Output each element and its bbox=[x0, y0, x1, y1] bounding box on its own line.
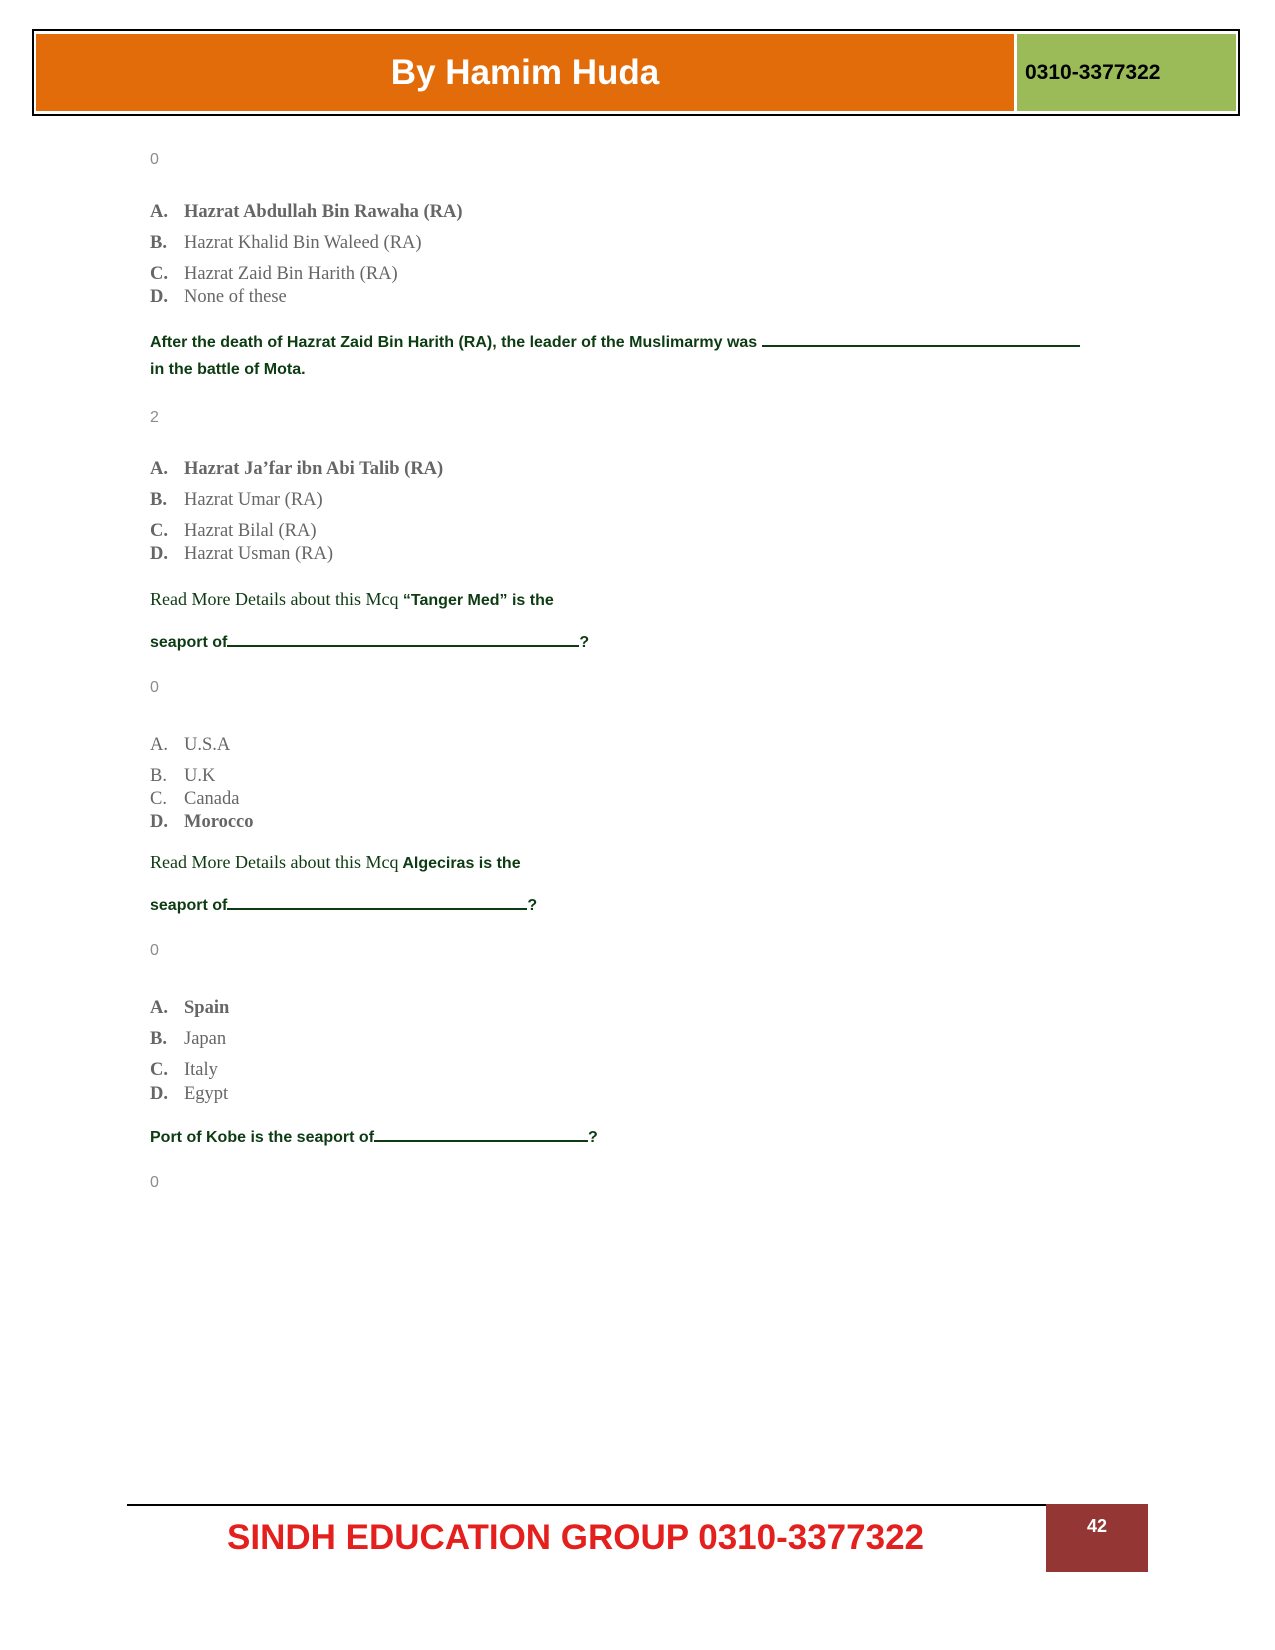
question-text: Port of Kobe is the seaport of ? bbox=[150, 1129, 598, 1146]
header-phone: 0310-3377322 bbox=[1017, 34, 1236, 111]
page-number: 42 bbox=[1046, 1504, 1148, 1572]
option-a: A. Hazrat Ja’far ibn Abi Talib (RA) bbox=[150, 459, 444, 479]
answer-blank bbox=[374, 1139, 588, 1142]
option-b: B. Hazrat Umar (RA) bbox=[150, 490, 323, 510]
header-title: By Hamim Huda bbox=[36, 34, 1014, 111]
option-d: D. None of these bbox=[150, 287, 287, 307]
question-text-continued: seaport of ? bbox=[150, 634, 590, 651]
option-d: D. Egypt bbox=[150, 1084, 229, 1104]
question-text-continued: seaport of ? bbox=[150, 897, 538, 914]
footer-rule bbox=[127, 1504, 1047, 1506]
option-d: D. Hazrat Usman (RA) bbox=[150, 544, 333, 564]
option-c: C. Canada bbox=[150, 789, 240, 809]
question-number: 0 bbox=[150, 942, 159, 959]
answer-blank bbox=[227, 907, 527, 910]
question-number: 0 bbox=[150, 1174, 159, 1191]
read-more-link: Read More Details about this Mcq bbox=[150, 852, 399, 872]
option-a: A. U.S.A bbox=[150, 735, 231, 755]
footer-text: SINDH EDUCATION GROUP 0310-3377322 bbox=[227, 1518, 925, 1557]
question-text: Read More Details about this Mcq Algeciras is the bbox=[150, 852, 521, 872]
option-a: A. Spain bbox=[150, 998, 230, 1018]
question-number: 2 bbox=[150, 409, 159, 426]
option-b: B. U.K bbox=[150, 766, 216, 786]
read-more-link: Read More Details about this Mcq bbox=[150, 589, 399, 609]
option-c: C. Italy bbox=[150, 1060, 218, 1080]
question-number: 0 bbox=[150, 151, 159, 168]
question-text: Read More Details about this Mcq “Tanger Med” is the bbox=[150, 589, 554, 609]
question-text-continued: in the battle of Mota. bbox=[150, 361, 306, 378]
answer-blank bbox=[762, 344, 1080, 347]
option-a: A. Hazrat Abdullah Bin Rawaha (RA) bbox=[150, 202, 463, 222]
option-b: B. Hazrat Khalid Bin Waleed (RA) bbox=[150, 233, 422, 253]
question-text: After the death of Hazrat Zaid Bin Harith (RA), the leader of the Muslimarmy was bbox=[150, 334, 1080, 352]
question-number: 0 bbox=[150, 679, 159, 696]
answer-blank bbox=[227, 644, 579, 647]
option-b: B. Japan bbox=[150, 1029, 227, 1049]
option-d: D. Morocco bbox=[150, 812, 254, 832]
option-c: C. Hazrat Bilal (RA) bbox=[150, 521, 317, 541]
option-c: C. Hazrat Zaid Bin Harith (RA) bbox=[150, 264, 398, 284]
